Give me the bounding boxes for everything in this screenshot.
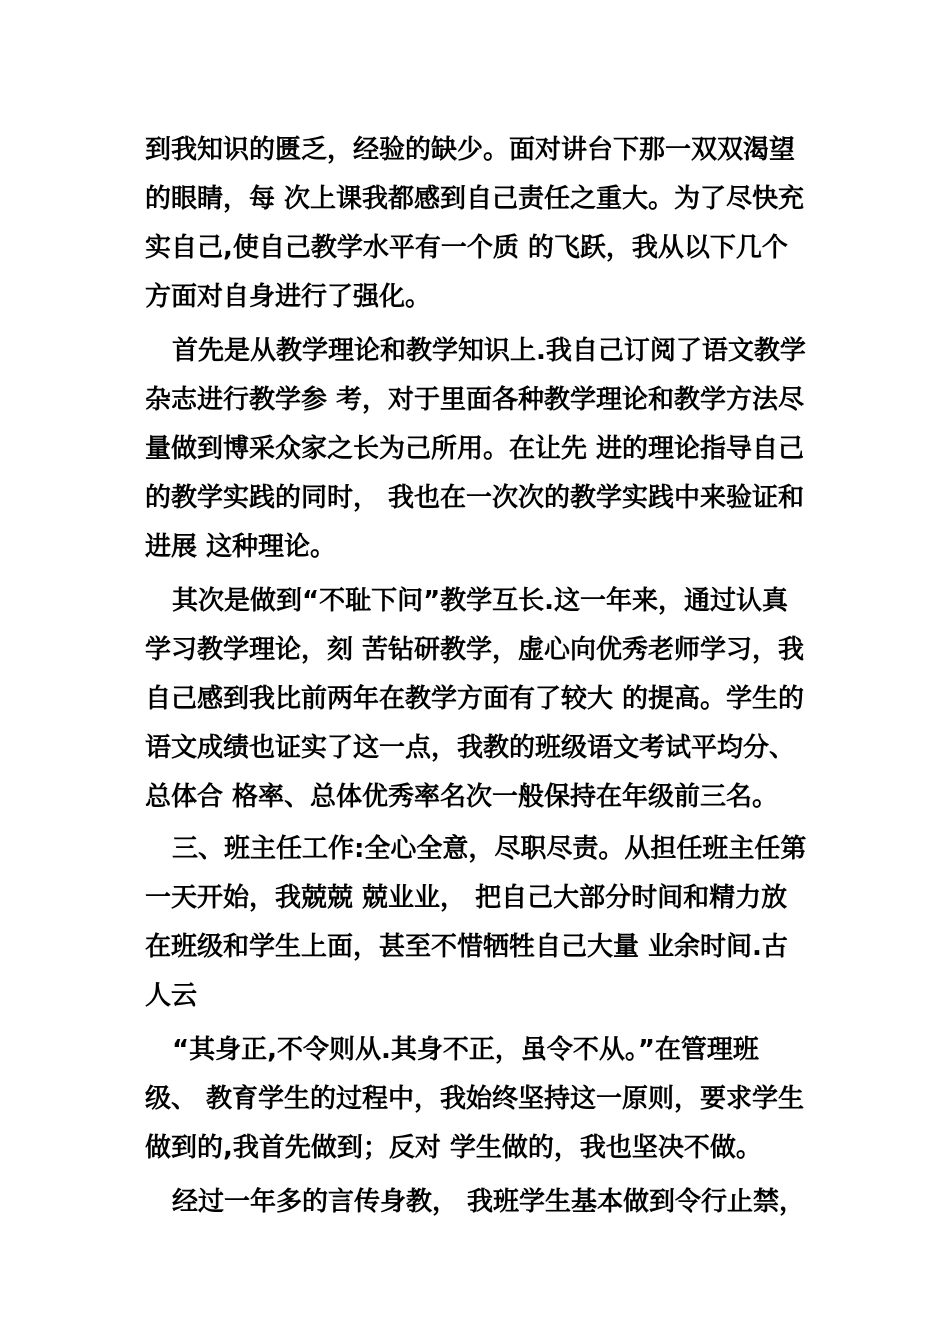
text-line: 的眼睛，每 次上课我都感到自己责任之重大。为了尽快充 <box>145 184 805 214</box>
text-line: 实自己,使自己教学水平有一个质 的飞跃，我从以下几个 <box>145 233 788 263</box>
text-line: 总体合 格率、总体优秀率名次一般保持在年级前三名。 <box>145 782 779 812</box>
text-line: 首先是从教学理论和教学知识上.我自己订阅了语文教学 <box>172 336 806 366</box>
text-line: 自己感到我比前两年在教学方面有了较大 的提高。学生的 <box>145 684 805 714</box>
text-line: 经过一年多的言传身教， 我班学生基本做到令行止禁， <box>172 1187 806 1217</box>
text-line: 的教学实践的同时， 我也在一次次的教学实践中来验证和 <box>145 483 805 513</box>
text-line: 进展 这种理论。 <box>145 532 337 562</box>
text-line: 语文成绩也证实了这一点，我教的班级语文考试平均分、 <box>145 733 796 763</box>
text-line: 一天开始，我兢兢 兢业业， 把自己大部分时间和精力放 <box>145 883 788 913</box>
text-line: 方面对自身进行了强化。 <box>145 282 432 312</box>
text-line: “其身正,不令则从.其身不正，虽令不从。”在管理班 <box>172 1035 759 1065</box>
text-line: 在班级和学生上面，甚至不惜牺牲自己大量 业余时间.古 <box>145 932 788 962</box>
text-line: 学习教学理论，刻 苦钻研教学，虚心向优秀老师学习，我 <box>145 635 805 665</box>
text-line: 人云 <box>145 981 198 1011</box>
text-line: 量做到博采众家之长为己所用。在让先 进的理论指导自己 <box>145 434 805 464</box>
text-line: 到我知识的匮乏，经验的缺少。面对讲台下那一双双渴望 <box>145 135 796 165</box>
text-line: 做到的,我首先做到；反对 学生做的，我也坚决不做。 <box>145 1133 762 1163</box>
text-line: 级、 教育学生的过程中，我始终坚持这一原则，要求学生 <box>145 1084 805 1114</box>
text-line: 三、班主任工作:全心全意，尽职尽责。从担任班主任第 <box>172 834 807 864</box>
text-line: 其次是做到“不耻下问”教学互长.这一年来，通过认真 <box>172 586 789 616</box>
text-line: 杂志进行教学参 考，对于里面各种教学理论和教学方法尽 <box>145 385 805 415</box>
